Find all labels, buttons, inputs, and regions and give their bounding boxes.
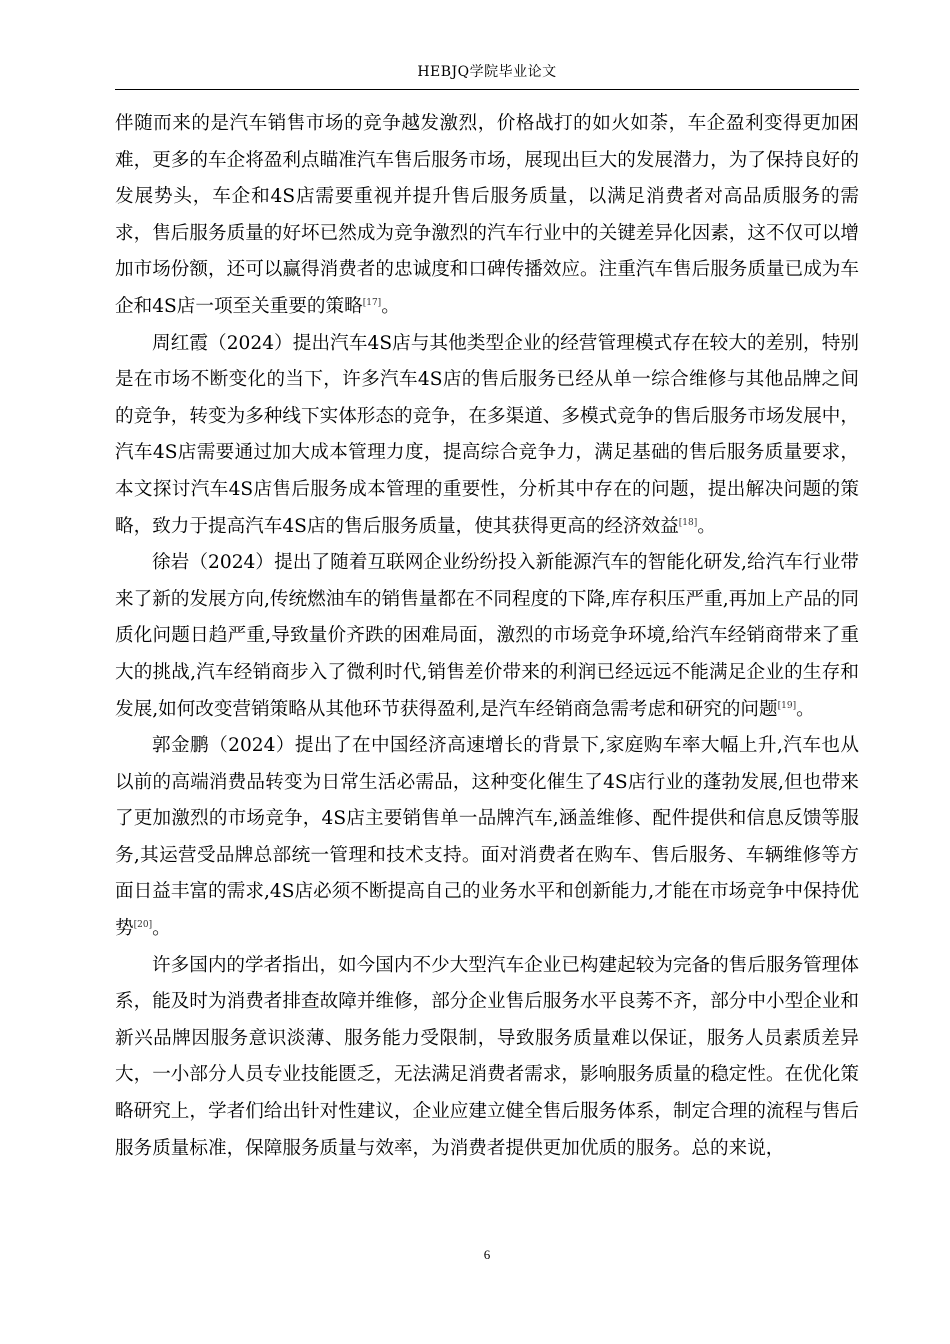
paragraph-text: 伴随而来的是汽车销售市场的竞争越发激烈，价格战打的如火如荼，车企盈利变得更加困难，更多的车企将盈利点瞄准汽车售后服务市场，展现出巨大的发展潜力，为了保持良好的发展势头，车企和4S店需要重视并提升售后服务质量，以满足消费者对高品质服务的需求，售后服务质量的好坏已然成为竞争激烈的汽车行业中的关键差异化因素，这不仅可以增加市场份额，还可以赢得消费者的忠诚度和口碑传播效应。注重汽车售后服务质量已成为车企和4S店一项至关重要的策略: [115, 113, 859, 317]
paragraph-5: [115, 948, 859, 1168]
paragraph-2: [115, 326, 859, 546]
citation-ref: [19]: [777, 700, 797, 711]
paragraph-tail: 。: [796, 698, 815, 720]
paragraph-1: [115, 106, 859, 326]
paragraph-tail: 。: [697, 515, 716, 537]
body-text: [115, 106, 859, 1167]
page-header: HEBJQ学院毕业论文: [417, 64, 557, 80]
page-number: 6: [483, 1247, 491, 1262]
paragraph-3: [115, 545, 859, 728]
header-rule: [115, 89, 859, 90]
paragraph-text: 许多国内的学者指出，如今国内不少大型汽车企业已构建起较为完备的售后服务管理体系，能及时为消费者排查故障并维修，部分企业售后服务水平良莠不齐，部分中小型企业和新兴品牌因服务意识淡薄、服务能力受限制，导致服务质量难以保证，服务人员素质差异大，一小部分人员专业技能匮乏，无法满足消费者需求，影响服务质量的稳定性。在优化策略研究上，学者们给出针对性建议，企业应建立健全售后服务体系，制定合理的流程与售后服务质量标准，保障服务质量与效率，为消费者提供更加优质的服务。总的来说，: [115, 954, 859, 1159]
citation-ref: [20]: [133, 920, 153, 931]
paragraph-text: 徐岩（2024）提出了随着互联网企业纷纷投入新能源汽车的智能化研发,给汽车行业带来了新的发展方向,传统燃油车的销售量都在不同程度的下降,库存积压严重,再加上产品的同质化问题日趋严重,导致量价齐跌的困难局面，激烈的市场竞争环境,给汽车经销商带来了重大的挑战,汽车经销商步入了微利时代,销售差价带来的利润已经远远不能满足企业的生存和发展,如何改变营销策略从其他环节获得盈利,是汽车经销商急需考虑和研究的问题: [115, 552, 859, 720]
citation-ref: [18]: [678, 517, 698, 528]
citation-ref: [17]: [362, 297, 382, 308]
paragraph-text: 郭金鹏（2024）提出了在中国经济高速增长的背景下,家庭购车率大幅上升,汽车也从以前的高端消费品转变为日常生活必需品，这种变化催生了4S店行业的蓬勃发展,但也带来了更加激烈的市场竞争，4S店主要销售单一品牌汽车,涵盖维修、配件提供和信息反馈等服务,其运营受品牌总部统一管理和技术支持。面对消费者在购车、售后服务、车辆维修等方面日益丰富的需求,4S店必须不断提高自己的业务水平和创新能力,才能在市场竞争中保持优势: [115, 735, 859, 940]
paragraph-tail: 。: [152, 918, 171, 940]
paragraph-tail: 。: [381, 295, 400, 317]
paragraph-4: [115, 728, 859, 948]
paragraph-text: 周红霞（2024）提出汽车4S店与其他类型企业的经营管理模式存在较大的差别，特别是在市场不断变化的当下，许多汽车4S店的售后服务已经从单一综合维修与其他品牌之间的竞争，转变为多种线下实体形态的竞争，在多渠道、多模式竞争的售后服务市场发展中，汽车4S店需要通过加大成本管理力度，提高综合竞争力，满足基础的售后服务质量要求，本文探讨汽车4S店售后服务成本管理的重要性，分析其中存在的问题，提出解决问题的策略，致力于提高汽车4S店的售后服务质量，使其获得更高的经济效益: [115, 332, 859, 537]
